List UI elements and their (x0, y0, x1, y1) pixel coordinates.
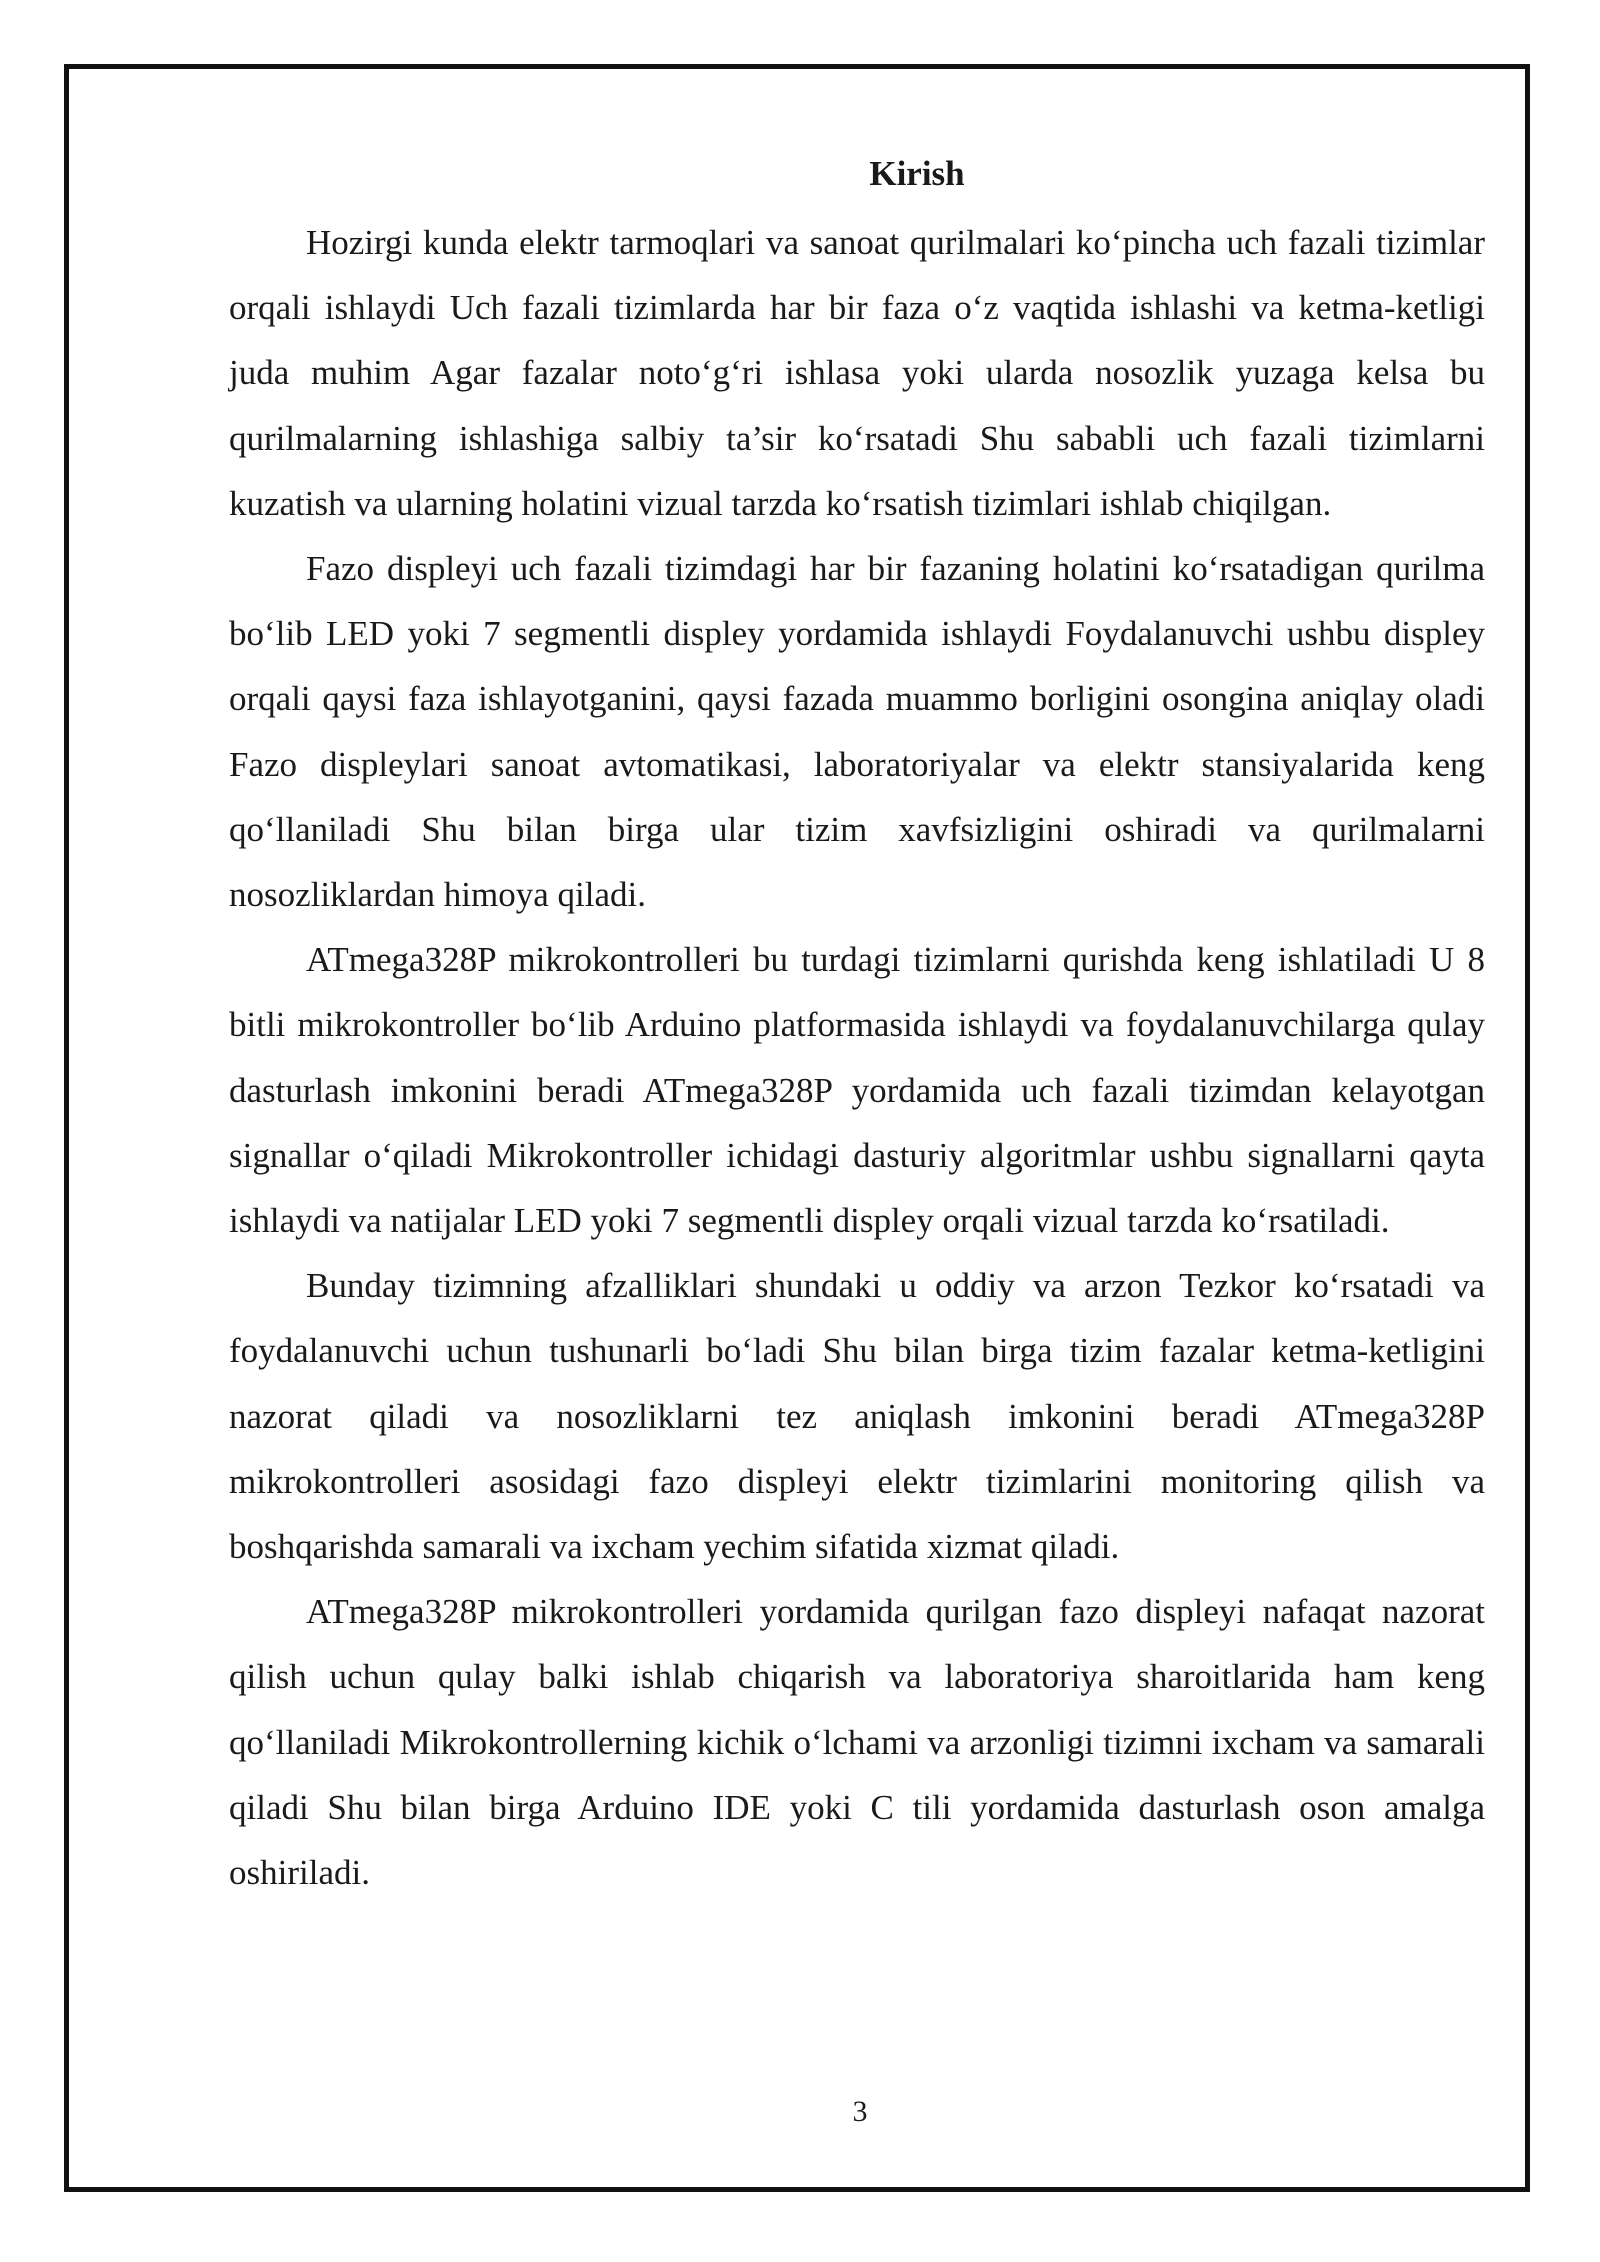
paragraph-2: Fazo displeyi uch fazali tizimdagi har bir fazaning holatini ko‘rsatadigan qurilma bo‘lib LED yoki 7 segmentli displey yordamida ishlaydi Foydalanuvchi ushbu displey orqali qaysi faza ishlayotganini, qaysi fazada muammo borligini osongina aniqlay oladi Fazo displeylari sanoat avtomatikasi, laboratoriyalar va elektr stansiyalarida keng qo‘llaniladi Shu bilan birga ular tizim xavfsizligini oshiradi va qurilmalarni nosozliklardan himoya qiladi. (229, 549, 1485, 915)
page-content (229, 138, 1485, 1905)
paragraph-4: Bunday tizimning afzalliklari shundaki u oddiy va arzon Tezkor ko‘rsatadi va foydalanuvchi uchun tushunarli bo‘ladi Shu bilan birga tizim fazalar ketma-ketligini nazorat qiladi va nosozliklarni tez aniqlash imkonini beradi ATmega328P mikrokontrolleri asosidagi fazo displeyi elektr tizimlarini monitoring qilish va boshqarishda samarali va ixcham yechim sifatida xizmat qiladi. (229, 1266, 1485, 1567)
page-number: 3 (852, 2095, 868, 2128)
paragraph-1: Hozirgi kunda elektr tarmoqlari va sanoat qurilmalari ko‘pincha uch fazali tizimlar orqali ishlaydi Uch fazali tizimlarda har bir faza o‘z vaqtida ishlashi va ketma-ketligi juda muhim Agar fazalar noto‘g‘ri ishlasa yoki ularda nosozlik yuzaga kelsa bu qurilmalarning ishlashiga salbiy ta’sir ko‘rsatadi Shu sababli uch fazali tizimlarni kuzatish va ularning holatini vizual tarzda ko‘rsatish tizimlari ishlab chiqilgan. (229, 223, 1485, 523)
paragraph-5: ATmega328P mikrokontrolleri yordamida qurilgan fazo displeyi nafaqat nazorat qilish uchun qulay balki ishlab chiqarish va laboratoriya sharoitlarida ham keng qo‘llaniladi Mikrokontrollerning kichik o‘lchami va arzonligi tizimni ixcham va samarali qiladi Shu bilan birga Arduino IDE yoki C tili yordamida dasturlash oson amalga oshiriladi. (229, 1592, 1485, 1893)
paragraph-3: ATmega328P mikrokontrolleri bu turdagi tizimlarni qurishda keng ishlatiladi U 8 bitli mikrokontroller bo‘lib Arduino platformasida ishlaydi va foydalanuvchilarga qulay dasturlash imkonini beradi ATmega328P yordamida uch fazali tizimdan kelayotgan signallar o‘qiladi Mikrokontroller ichidagi dasturiy algoritmlar ushbu signallarni qayta ishlaydi va natijalar LED yoki 7 segmentli displey orqali vizual tarzda ko‘rsatiladi. (229, 940, 1485, 1241)
section-title: Kirish (869, 154, 965, 193)
